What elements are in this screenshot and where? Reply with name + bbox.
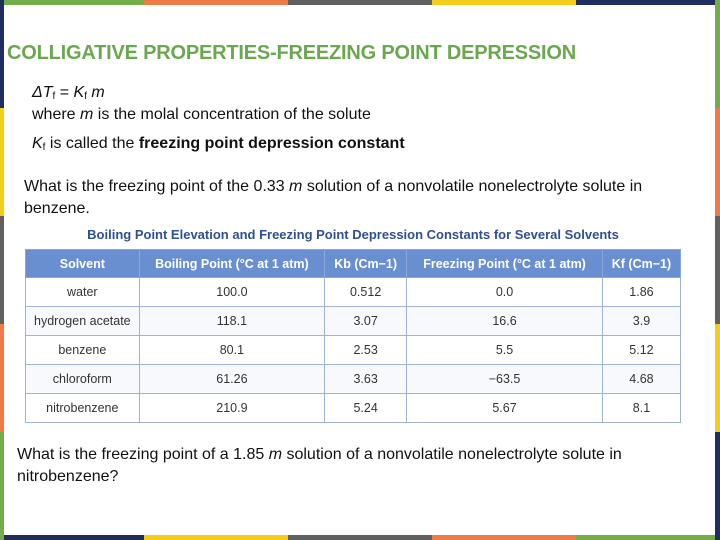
table-cell: 3.07 bbox=[325, 307, 407, 336]
bottom-color-bar bbox=[0, 535, 720, 540]
where-text: where m is the molal concentration of the solute bbox=[32, 106, 371, 123]
column-header: Kb (Cm−1) bbox=[325, 250, 407, 278]
column-header: Freezing Point (°C at 1 atm) bbox=[407, 250, 603, 278]
top-color-bar bbox=[0, 0, 720, 5]
table-cell: 0.512 bbox=[325, 278, 407, 307]
table-cell: 3.9 bbox=[602, 307, 680, 336]
question-1: What is the freezing point of the 0.33 m solution of a nonvolatile nonelectrolyte solute in benzene. bbox=[24, 178, 643, 217]
table-cell: chloroform bbox=[26, 365, 140, 394]
table-row bbox=[26, 336, 681, 365]
table-cell: −63.5 bbox=[407, 365, 603, 394]
kf-definition: $K_f$ is called the freezing point depression constant bbox=[32, 135, 405, 153]
column-header: Kf (Cm−1) bbox=[602, 250, 680, 278]
table-row bbox=[26, 394, 681, 423]
table-cell: 5.5 bbox=[407, 336, 603, 365]
slide-title: COLLIGATIVE PROPERTIES-FREEZING POINT DEPRESSION bbox=[7, 42, 576, 64]
column-header: Boiling Point (°C at 1 atm) bbox=[139, 250, 325, 278]
table-row bbox=[26, 307, 681, 336]
left-color-bar bbox=[0, 0, 4, 540]
table-cell: 210.9 bbox=[139, 394, 325, 423]
table-cell: 16.6 bbox=[407, 307, 603, 336]
table-cell: 100.0 bbox=[139, 278, 325, 307]
table-cell: 5.24 bbox=[325, 394, 407, 423]
table-cell: 4.68 bbox=[602, 365, 680, 394]
table-cell: 0.0 bbox=[407, 278, 603, 307]
table-cell: hydrogen acetate bbox=[26, 307, 140, 336]
table-caption: Boiling Point Elevation and Freezing Point Depression Constants for Several Solvents bbox=[87, 227, 619, 242]
table-cell: 5.67 bbox=[407, 394, 603, 423]
table-cell: water bbox=[26, 278, 140, 307]
table-cell: 1.86 bbox=[602, 278, 680, 307]
column-header: Solvent bbox=[26, 250, 140, 278]
table-row bbox=[26, 278, 681, 307]
table-cell: 2.53 bbox=[325, 336, 407, 365]
question-2: What is the freezing point of a 1.85 m solution of a nonvolatile nonelectrolyte solute in nitrobenzene? bbox=[17, 446, 622, 485]
table-cell: benzene bbox=[26, 336, 140, 365]
table-cell: 80.1 bbox=[139, 336, 325, 365]
right-color-bar bbox=[715, 0, 720, 540]
table-cell: 61.26 bbox=[139, 365, 325, 394]
equation: $\Delta T_f = K_f$ m bbox=[32, 84, 105, 102]
table-header-row bbox=[26, 250, 681, 278]
table-cell: 5.12 bbox=[602, 336, 680, 365]
table-cell: 3.63 bbox=[325, 365, 407, 394]
table-row bbox=[26, 365, 681, 394]
table-cell: 118.1 bbox=[139, 307, 325, 336]
table-cell: 8.1 bbox=[602, 394, 680, 423]
table-cell: nitrobenzene bbox=[26, 394, 140, 423]
constants-table bbox=[25, 249, 681, 423]
